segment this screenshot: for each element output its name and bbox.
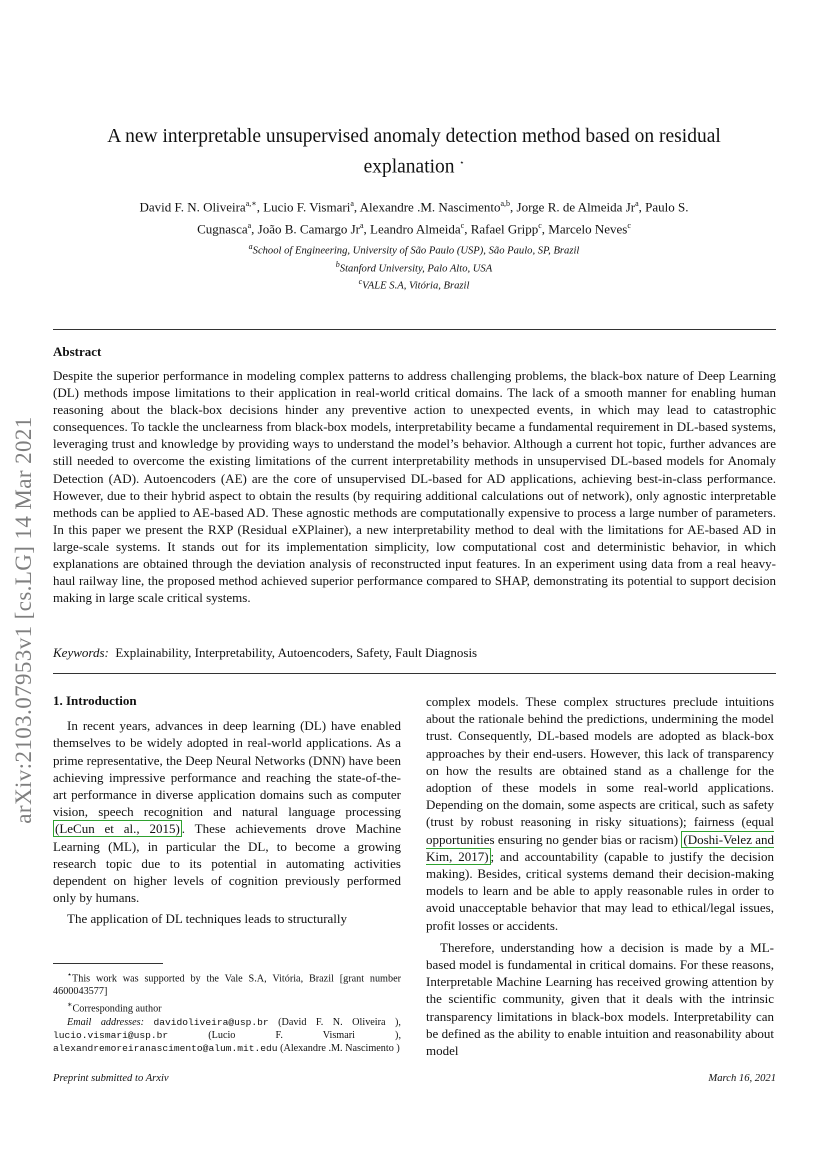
email-link-1[interactable]: davidoliveira@usp.br: [153, 1016, 269, 1028]
email-link-3[interactable]: alexandremoreiranascimento@alum.mit.edu: [53, 1042, 278, 1054]
affiliations: [60, 240, 768, 293]
arxiv-sidebar-stamp: [4, 360, 44, 880]
footnote-funding: ⋆This work was supported by the Vale S.A, Vitória, Brazil [grant number 4600043577]: [53, 970, 401, 998]
abstract-bottom-rule: [53, 673, 776, 674]
intro-paragraph-4: Therefore, understanding how a decision is made by a ML-based model is fundamental in critical domains. For these reasons, Interpretable Machine Learning has received growing attention by the scientific community, given that it deals with the intrinsic transparency limitations in black-box models. Interpretability can be defined as the ability to enable intuition and reasonability about model: [426, 939, 774, 1059]
abstract-heading: Abstract: [53, 344, 102, 359]
keywords-label: Keywords:: [53, 645, 109, 660]
intro-paragraph-2: The application of DL techniques leads to structurally: [67, 911, 348, 927]
footnote-emails: Email addresses: davidoliveira@usp.br (David F. N. Oliveira ), lucio.vismari@usp.br (Lucio F. Vismari ), alexandremoreiranascimento@alum.mit.edu (Alexandre .M. Nascimento ): [53, 1016, 401, 1054]
email-link-2[interactable]: lucio.vismari@usp.br: [53, 1029, 169, 1041]
citation-doshi-velez[interactable]: (Doshi-Velez and Kim, 2017): [426, 831, 774, 864]
keywords-list: Explainability, Interpretability, Autoencoders, Safety, Fault Diagnosis: [115, 645, 478, 660]
footnote-rule: [53, 963, 163, 964]
footer-date: March 16, 2021: [708, 1073, 776, 1084]
arxiv-id: arXiv:2103.07953v1 [cs.LG] 14 Mar 2021: [11, 416, 36, 824]
section-heading-introduction: 1. Introduction: [53, 693, 137, 708]
intro-paragraph-3: complex models. These complex structures preclude intuitions about the rationale behind the predictions, undermining the model trust. Consequently, DL-based models are adopted as black-box approaches by their end-users. However, this lack of transparency on how the results are obtained stand as a challenge for the adoption of these models in some real-world applications. Depending on the domain, some aspects are critical, such as safety (trust by robust reasoning in risky situations); fairness (equal opportunities ensuring no gender bias or racism) (Doshi-Velez and Kim, 2017) ; and accountability (capable to justify the decision making). Besides, critical systems demand their decision-making models to learn and be able to apply reasonable rules in order to avoid unacceptable behavior that may lead to ethical/legal issues, profit losses or accidents.: [426, 694, 774, 933]
intro-paragraph-1: In recent years, advances in deep learning (DL) have enabled themselves to be widely adopted in real-world applications. As a prime representative, the Deep Neural Networks (DNN) have been achieving impressive performance and reaching the state-of-the-art performance in diverse application domains such as computer vision, speech recognition and natural language processing (LeCun et al., 2015) . These achievements drove Machine Learning (ML), in particular the DL, to become a growing research topic due to its potential in automating activities dependent on higher levels of cognition previously performed only by humans.: [53, 718, 401, 906]
left-column: [53, 692, 401, 928]
author-list: David F. N. Oliveira$^{a,∗}$, Lucio F. Vismari$^a$, Alexandre .M. Nascimento$^{a,b}$, Jorge R. de Almeida Jr$^a$, Paulo S. Cugnasca$^a$, João B. Camargo Jr$^a$, Leandro Almeida$^c$, Rafael Gripp$^c$, Marcelo Neves$^c$: [139, 199, 689, 237]
affiliation-b: $^b$Stanford University, Palo Alto, USA: [335, 259, 493, 275]
paper-title: A new interpretable unsupervised anomaly detection method based on residual explanation ⋆: [107, 126, 721, 178]
footnote-corresponding: ∗Corresponding author: [67, 1000, 162, 1015]
abstract-text: Despite the superior performance in modeling complex patterns to address challenging problems, the black-box nature of Deep Learning (DL) methods impose limitations to their application in real-world critical domains. The lack of a smooth manner for enabling human reasoning about the black-box decisions hinder any preventive action to unexpected events, in which may lead to catastrophic consequences. To tackle the unclearness from black-box models, interpretability became a fundamental requirement in DL-based systems, leveraging trust and knowledge by providing ways to understand the model’s behavior. Although a current hot topic, further advances are still needed to overcome the existing limitations of the current interpretability methods in unsupervised DL-based models for Anomaly Detection (AD). Autoencoders (AE) are the core of unsupervised DL-based for AD applications, achieving best-in-class performance. However, due to their hybrid aspect to obtain the results (by requiring additional calculations out of network), only agnostic interpretable methods can be applied to AE-based AD. These agnostic methods are computationally expensive to process a large number of parameters. In this paper we present the RXP (Residual eXPlainer), a new interpretability method to deal with the limitations for AE-based AD in large-scale systems. It stands out for its implementation simplicity, low computational cost and deterministic behavior, in which explanations are obtained through the deviation analysis of reconstructed input features. In an experiment using data from a real heavy-haul railway line, the proposed method achieved superior performance compared to SHAP, demonstrating its potential to support decision making in large scale critical systems.: [53, 368, 776, 606]
footnotes: [53, 968, 401, 1055]
keywords: [53, 645, 477, 661]
citation-lecun[interactable]: (LeCun et al., 2015): [55, 821, 180, 837]
right-column: [426, 693, 774, 1059]
affiliation-a: $^a$School of Engineering, University of São Paulo (USP), São Paulo, SP, Brazil: [248, 242, 580, 257]
abstract-top-rule: [53, 329, 776, 330]
affiliation-c: $^c$VALE S.A, Vitória, Brazil: [358, 277, 470, 292]
footer-left: Preprint submitted to Arxiv: [53, 1073, 169, 1084]
title-footnote-mark: ⋆: [459, 158, 465, 167]
